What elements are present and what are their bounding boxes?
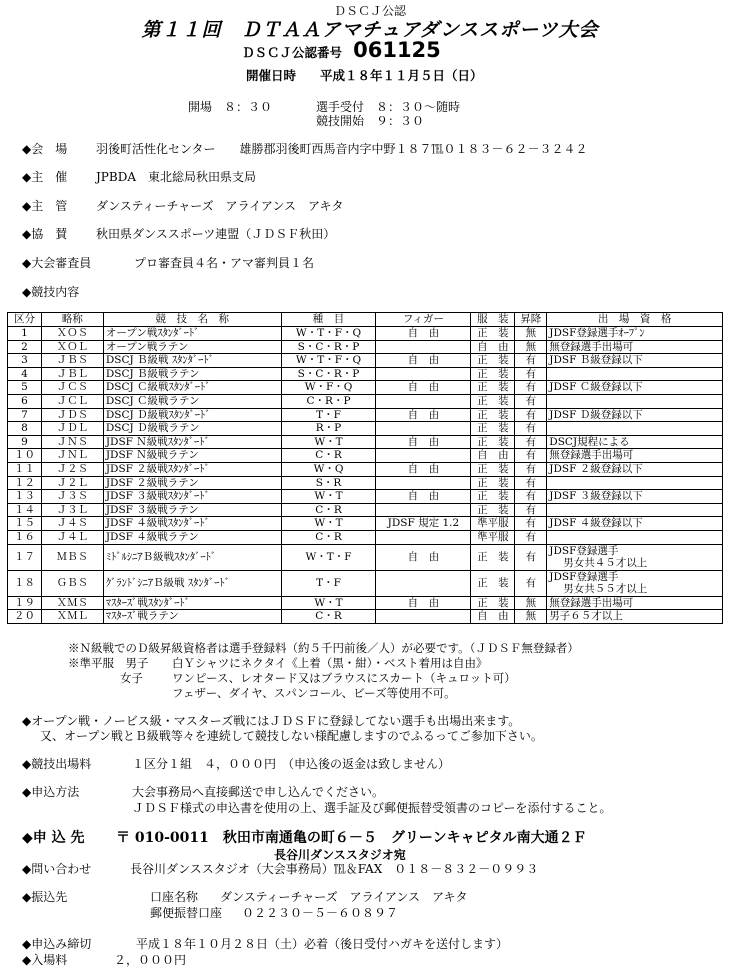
info-value: 羽後町活性化センター 雄勝郡羽後町西馬音内字中野１８７℡０１８３－６２－３２４２: [96, 142, 588, 156]
info-label: ◆主 管: [22, 199, 68, 213]
table-row: [8, 530, 723, 544]
attire-cell: 正 装: [471, 435, 515, 449]
info-value: JPBDA 東北総局秋田県支局: [96, 170, 256, 184]
qualification-cell: [547, 476, 723, 490]
promotion-cell: 有: [515, 367, 547, 381]
reception-time: 選手受付 ８：３０～随時: [316, 100, 461, 114]
abbr-cell: ＪＮＬ: [41, 449, 103, 463]
header-cell: 服 装: [471, 313, 515, 327]
fee-line: [22, 755, 450, 772]
info-value: 秋田県ダンススポーツ連盟（ＪＤＳＦ秋田）: [96, 227, 336, 241]
promotion-cell: 有: [515, 449, 547, 463]
cert-number: 061125: [353, 38, 441, 62]
table-row: [8, 422, 723, 436]
attire-cell: 正 装: [471, 367, 515, 381]
dances-cell: R・P: [281, 422, 376, 436]
event-name-cell: JDSF Ｎ級戦ラテン: [103, 449, 281, 463]
table-row: [8, 449, 723, 463]
division-cell: １２: [8, 476, 42, 490]
qualification-cell: [547, 570, 723, 596]
division-cell: 2: [8, 340, 42, 354]
qualification-cell: DSCJ規程による: [547, 435, 723, 449]
division-cell: 7: [8, 408, 42, 422]
note-semi-formal-women: [120, 670, 516, 686]
division-cell: 8: [8, 422, 42, 436]
attire-cell: 正 装: [471, 462, 515, 476]
start-time: 競技開始 ９：３０: [316, 114, 425, 128]
promotion-cell: 有: [515, 462, 547, 476]
event-name-cell: JDSF ４級戦ラテン: [103, 530, 281, 544]
note-label: 女子: [120, 671, 143, 685]
event-name-cell: ﾐﾄﾞﾙｼﾆｱＢ級戦ｽﾀﾝﾀﾞｰﾄﾞ: [103, 544, 281, 570]
qualification-cell: [547, 503, 723, 517]
method-line2: ＪＤＳＦ様式の申込書を使用の上、選手証及び郵便振替受領書のコピーを添付すること。: [132, 801, 612, 815]
table-row: [8, 610, 723, 624]
dances-cell: C・R: [281, 449, 376, 463]
deadline-value: 平成１８年１０月２８日（土）必着（後日受付ハガキを送付します）: [136, 937, 509, 951]
open-note-line2: 又、オープン戦とＢ級戦等々を連続して競技しない様配慮しますのでふるってご参加下さい。: [40, 729, 543, 743]
abbr-cell: ＪＤＳ: [41, 408, 103, 422]
qualification-cell: [547, 422, 723, 436]
dances-cell: C・R: [281, 610, 376, 624]
attire-cell: 自 由: [471, 449, 515, 463]
table-header-row: [8, 313, 723, 327]
dances-cell: W・T・F: [281, 544, 376, 570]
date-value: 平成１８年１１月５日（日）: [320, 68, 483, 83]
attire-cell: 準平服: [471, 517, 515, 531]
dances-cell: T・F: [281, 408, 376, 422]
table-row: [8, 340, 723, 354]
qualification-cell: [547, 367, 723, 381]
event-name-cell: JDSF ３級戦ｽﾀﾝﾀﾞｰﾄﾞ: [103, 490, 281, 504]
event-name-cell: オープン戦ラテン: [103, 340, 281, 354]
certified-line: ＤＳＣＪ公認: [333, 4, 406, 18]
header-cell: 略称: [41, 313, 103, 327]
info-label: ◆協 賛: [22, 227, 68, 241]
figure-cell: [376, 422, 471, 436]
qualification-cell: 無登録選手出場可: [547, 449, 723, 463]
abbr-cell: ＸＯＳ: [41, 327, 103, 341]
abbr-cell: ＪＢＬ: [41, 367, 103, 381]
qualification-line: 男女共４５才以上: [563, 557, 648, 570]
figure-cell: [376, 503, 471, 517]
qualification-cell: JDSF ３級登録以下: [547, 490, 723, 504]
attire-cell: 正 装: [471, 596, 515, 610]
event-name-cell: ｸﾞﾗﾝﾄﾞｼﾆｱＢ級戦 ｽﾀﾝﾀﾞｰﾄﾞ: [103, 570, 281, 596]
event-title: 第１１回 ＤＴＡＡアマチュアダンススポーツ大会: [141, 19, 599, 41]
abbr-cell: Ｊ２Ｓ: [41, 462, 103, 476]
event-name-cell: ﾏｽﾀｰｽﾞ戦ｽﾀﾝﾀﾞｰﾄﾞ: [103, 596, 281, 610]
dances-cell: S・C・R・P: [281, 367, 376, 381]
transfer-account-label: 郵便振替口座: [150, 906, 223, 920]
info-value: ダンスティーチャーズ アライアンス アキタ: [96, 199, 344, 213]
attire-cell: 準平服: [471, 530, 515, 544]
abbr-cell: ＪＣＳ: [41, 381, 103, 395]
header-cell: フィガー: [376, 313, 471, 327]
abbr-cell: ＪＤＬ: [41, 422, 103, 436]
table-row: [8, 544, 723, 570]
division-cell: 5: [8, 381, 42, 395]
attire-cell: 正 装: [471, 354, 515, 368]
promotion-cell: 有: [515, 435, 547, 449]
info-organizer: [22, 168, 256, 185]
promotion-cell: 無: [515, 610, 547, 624]
qualification-cell: 無登録選手出場可: [547, 340, 723, 354]
abbr-cell: ＪＮＳ: [41, 435, 103, 449]
division-cell: １０: [8, 449, 42, 463]
promotion-cell: 有: [515, 517, 547, 531]
figure-cell: 自 由: [376, 490, 471, 504]
figure-cell: 自 由: [376, 327, 471, 341]
figure-cell: [376, 610, 471, 624]
table-row: [8, 354, 723, 368]
promotion-cell: 有: [515, 408, 547, 422]
division-cell: １７: [8, 544, 42, 570]
promotion-cell: 有: [515, 490, 547, 504]
abbr-cell: ＸＯＬ: [41, 340, 103, 354]
dances-cell: W・Q: [281, 462, 376, 476]
division-cell: ２０: [8, 610, 42, 624]
deadline-label: ◆申込み締切: [22, 937, 92, 951]
contact-value: 長谷川ダンススタジオ（大会事務局）℡＆FAX ０１８－８３２－０９９３: [130, 862, 539, 876]
contact-label: ◆問い合わせ: [22, 862, 92, 876]
figure-cell: [376, 449, 471, 463]
table-row: [8, 596, 723, 610]
attire-cell: 正 装: [471, 381, 515, 395]
figure-cell: 自 由: [376, 408, 471, 422]
info-competition: [22, 283, 79, 300]
promotion-cell: 有: [515, 354, 547, 368]
attire-cell: 正 装: [471, 327, 515, 341]
transfer-name-label: 口座名称: [150, 890, 199, 904]
attire-cell: 正 装: [471, 422, 515, 436]
dances-cell: W・F・Q: [281, 381, 376, 395]
attire-cell: 正 装: [471, 394, 515, 408]
table-row: [8, 408, 723, 422]
date-label: 開催日時: [246, 68, 297, 83]
admission-line: [22, 951, 186, 968]
qualification-line: JDSF登録選手: [549, 570, 619, 583]
qualification-cell: [547, 530, 723, 544]
event-name-cell: JDSF Ｎ級戦ｽﾀﾝﾀﾞｰﾄﾞ: [103, 435, 281, 449]
figure-cell: [376, 394, 471, 408]
event-name-cell: JDSF ２級戦ラテン: [103, 476, 281, 490]
event-name-cell: DSCJ Ｃ級戦ｽﾀﾝﾀﾞｰﾄﾞ: [103, 381, 281, 395]
table-row: [8, 570, 723, 596]
qualification-cell: JDSF ４級登録以下: [547, 517, 723, 531]
method-line1: 大会事務局へ直接郵送で申し込んでください。: [132, 785, 385, 799]
abbr-cell: Ｊ４Ｓ: [41, 517, 103, 531]
division-cell: 4: [8, 367, 42, 381]
abbr-cell: ＸＭＳ: [41, 596, 103, 610]
table-row: [8, 517, 723, 531]
note-value: ワンピース、レオタード又はブラウスにスカート（キュロット可）: [172, 671, 516, 685]
dest-recipient: 長谷川ダンススタジオ宛: [274, 848, 406, 862]
admission-value: ２，０００円: [114, 953, 187, 967]
promotion-cell: 有: [515, 476, 547, 490]
division-cell: １１: [8, 462, 42, 476]
dances-cell: C・R: [281, 530, 376, 544]
dances-cell: W・T: [281, 435, 376, 449]
event-name-cell: DSCJ Ｂ級戦ラテン: [103, 367, 281, 381]
figure-cell: [376, 570, 471, 596]
figure-cell: JDSF 規定 1.2: [376, 517, 471, 531]
figure-cell: [376, 530, 471, 544]
dances-cell: S・C・R・P: [281, 340, 376, 354]
qualification-line: JDSF登録選手: [549, 544, 619, 557]
abbr-cell: Ｊ２Ｌ: [41, 476, 103, 490]
note-n-class: ※Ｎ級戦でのＤ級昇級資格者は選手登録料（約５千円前後／人）が必要です。（ＪＤＳＦ無登録者）: [68, 641, 579, 655]
event-name-cell: DSCJ Ｄ級戦ラテン: [103, 422, 281, 436]
abbr-cell: Ｊ４Ｌ: [41, 530, 103, 544]
attire-cell: 正 装: [471, 476, 515, 490]
promotion-cell: 無: [515, 596, 547, 610]
header-cell: 競 技 名 称: [103, 313, 281, 327]
promotion-cell: 有: [515, 381, 547, 395]
division-cell: 1: [8, 327, 42, 341]
abbr-cell: Ｊ３Ｌ: [41, 503, 103, 517]
figure-cell: 自 由: [376, 596, 471, 610]
figure-cell: 自 由: [376, 462, 471, 476]
promotion-cell: 有: [515, 544, 547, 570]
cert-number-line: [242, 38, 441, 62]
division-cell: １３: [8, 490, 42, 504]
note-semi-formal-men: [68, 655, 488, 671]
dances-cell: W・T・F・Q: [281, 327, 376, 341]
info-venue: [22, 140, 588, 157]
qualification-cell: 無登録選手出場可: [547, 596, 723, 610]
cert-label: ＤＳＣＪ公認番号: [242, 45, 343, 60]
dest-address: 〒 010-0011 秋田市南通亀の町６－５ グリーンキャピタル南大通２Ｆ: [116, 830, 587, 846]
method-label: ◆申込方法: [22, 785, 80, 799]
attire-cell: 自 由: [471, 610, 515, 624]
qualification-cell: [547, 544, 723, 570]
attire-cell: 自 由: [471, 340, 515, 354]
dances-cell: C・R・P: [281, 394, 376, 408]
transfer-label: ◆振込先: [22, 890, 68, 904]
dances-cell: W・T・F・Q: [281, 354, 376, 368]
attire-cell: 正 装: [471, 570, 515, 596]
promotion-cell: 有: [515, 503, 547, 517]
note-value: 白Ｙシャツにネクタイ《上着（黒・紺）・ベスト着用は自由》: [172, 656, 488, 670]
dances-cell: T・F: [281, 570, 376, 596]
open-note-line1: ◆オープン戦・ノービス級・マスターズ戦にはＪＤＳＦに登録してない選手も出場出来ます。: [22, 714, 521, 728]
dances-cell: S・R: [281, 476, 376, 490]
abbr-cell: ＪＣＬ: [41, 394, 103, 408]
info-value: プロ審査員４名・アマ審判員１名: [134, 256, 315, 270]
division-cell: 6: [8, 394, 42, 408]
contact-line: [22, 860, 538, 877]
fee-label: ◆競技出場料: [22, 757, 92, 771]
table-row: [8, 435, 723, 449]
table-body: [8, 327, 723, 624]
promotion-cell: 有: [515, 570, 547, 596]
event-name-cell: JDSF ３級戦ラテン: [103, 503, 281, 517]
promotion-cell: 無: [515, 327, 547, 341]
figure-cell: 自 由: [376, 544, 471, 570]
abbr-cell: Ｊ３Ｓ: [41, 490, 103, 504]
qualification-cell: JDSF Ｄ級登録以下: [547, 408, 723, 422]
transfer-account-value: ０２２３０－５－６０８９７: [242, 906, 399, 920]
table-row: [8, 462, 723, 476]
dances-cell: W・T: [281, 517, 376, 531]
abbr-cell: ＸＭＬ: [41, 610, 103, 624]
fee-value: １区分１組 ４，０００円 （申込後の返金は致しません）: [132, 757, 451, 771]
info-label: ◆主 催: [22, 170, 68, 184]
promotion-cell: 有: [515, 422, 547, 436]
note-prohibited: フェザー、ダイヤ、スパンコール、ビーズ等使用不可。: [172, 686, 456, 700]
event-name-cell: JDSF ２級戦ｽﾀﾝﾀﾞｰﾄﾞ: [103, 462, 281, 476]
table-row: [8, 327, 723, 341]
figure-cell: [376, 476, 471, 490]
dest-label: ◆申 込 先: [22, 830, 85, 846]
attire-cell: 正 装: [471, 408, 515, 422]
transfer-name-line: [150, 888, 467, 905]
header-cell: 種 目: [281, 313, 376, 327]
header-cell: 区分: [8, 313, 42, 327]
header-cell: 出 場 資 格: [547, 313, 723, 327]
attire-cell: 正 装: [471, 490, 515, 504]
table-row: [8, 503, 723, 517]
abbr-cell: ＭＢＳ: [41, 544, 103, 570]
table-row: [8, 476, 723, 490]
table-row: [8, 367, 723, 381]
info-label: ◆大会審査員: [22, 256, 92, 270]
events-table: [7, 312, 723, 624]
qualification-cell: 男子６５才以上: [547, 610, 723, 624]
table-row: [8, 490, 723, 504]
promotion-cell: 有: [515, 530, 547, 544]
table-row: [8, 381, 723, 395]
open-time: 開場 ８：３０: [188, 100, 273, 114]
dances-cell: W・T: [281, 596, 376, 610]
division-cell: １４: [8, 503, 42, 517]
qualification-cell: JDSF ２級登録以下: [547, 462, 723, 476]
promotion-cell: 無: [515, 340, 547, 354]
dances-cell: C・R: [281, 503, 376, 517]
qualification-cell: JDSF Ｃ級登録以下: [547, 381, 723, 395]
admission-label: ◆入場料: [22, 953, 68, 967]
figure-cell: 自 由: [376, 435, 471, 449]
info-sponsor: [22, 225, 335, 242]
figure-cell: 自 由: [376, 381, 471, 395]
transfer-name-value: ダンスティーチャーズ アライアンス アキタ: [220, 890, 468, 904]
qualification-cell: [547, 394, 723, 408]
division-cell: １５: [8, 517, 42, 531]
event-name-cell: DSCJ Ｄ級戦ｽﾀﾝﾀﾞｰﾄﾞ: [103, 408, 281, 422]
table-row: [8, 394, 723, 408]
info-management: [22, 197, 343, 214]
abbr-cell: ＪＢＳ: [41, 354, 103, 368]
qualification-cell: JDSF登録選手ｵｰﾌﾟﾝ: [547, 327, 723, 341]
info-label: ◆会 場: [22, 142, 68, 156]
promotion-cell: 有: [515, 394, 547, 408]
division-cell: 3: [8, 354, 42, 368]
transfer-account-line: [150, 904, 398, 921]
deadline-line: [22, 935, 508, 952]
qualification-line: 男女共５５才以上: [563, 583, 648, 596]
header-cell: 昇降: [515, 313, 547, 327]
abbr-cell: ＧＢＳ: [41, 570, 103, 596]
division-cell: １６: [8, 530, 42, 544]
qualification-cell: JDSF Ｂ級登録以下: [547, 354, 723, 368]
event-name-cell: DSCJ Ｃ級戦ラテン: [103, 394, 281, 408]
dances-cell: W・T: [281, 490, 376, 504]
event-name-cell: JDSF ４級戦ｽﾀﾝﾀﾞｰﾄﾞ: [103, 517, 281, 531]
division-cell: １９: [8, 596, 42, 610]
event-name-cell: DSCJ Ｂ級戦 ｽﾀﾝﾀﾞｰﾄﾞ: [103, 354, 281, 368]
division-cell: １８: [8, 570, 42, 596]
event-name-cell: ﾏｽﾀｰｽﾞ戦ラテン: [103, 610, 281, 624]
info-label: ◆競技内容: [22, 285, 80, 299]
attire-cell: 正 装: [471, 544, 515, 570]
note-label: ※準平服 男子: [68, 656, 149, 670]
figure-cell: [376, 340, 471, 354]
figure-cell: [376, 367, 471, 381]
attire-cell: 正 装: [471, 503, 515, 517]
figure-cell: 自 由: [376, 354, 471, 368]
division-cell: 9: [8, 435, 42, 449]
event-name-cell: オープン戦ｽﾀﾝﾀﾞｰﾄﾞ: [103, 327, 281, 341]
info-judges: [22, 254, 314, 271]
